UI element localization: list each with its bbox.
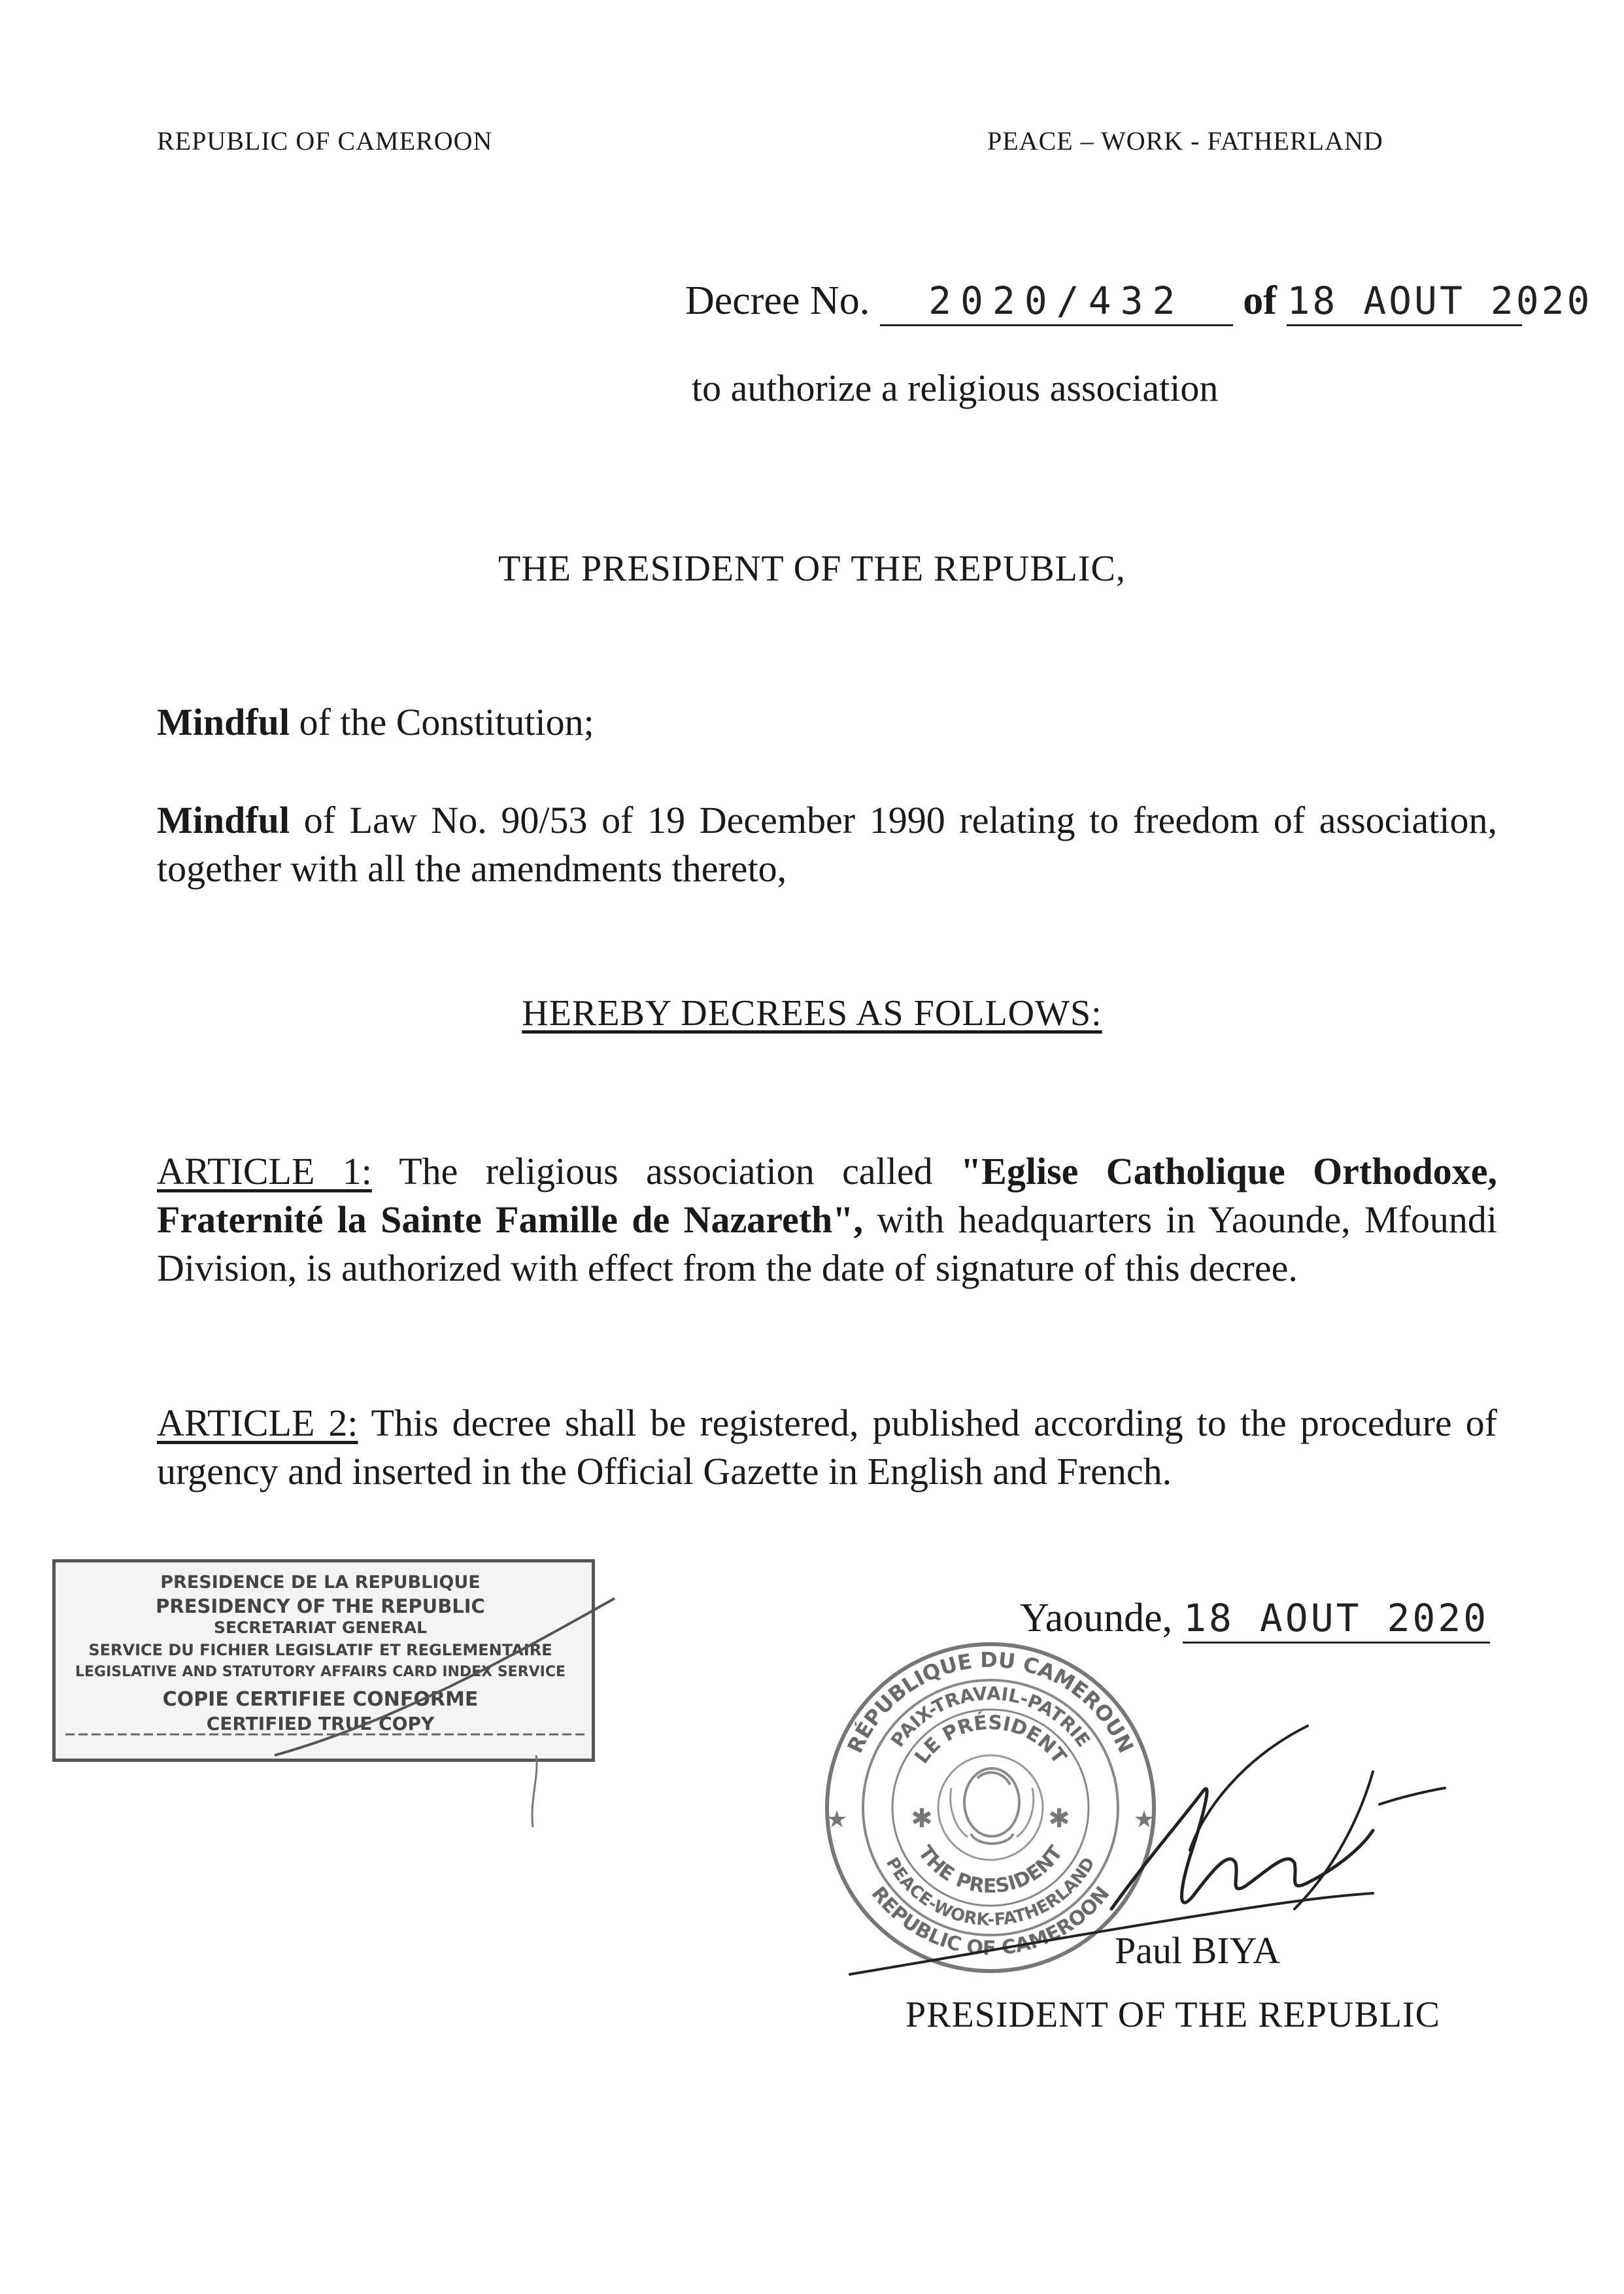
stamp-line-7: CERTIFIED TRUE COPY	[206, 1713, 435, 1734]
decree-number-line	[685, 278, 1593, 326]
header-motto: PEACE – WORK - FATHERLAND	[987, 126, 1383, 156]
decree-date-stamp: 18 AOUT 2020	[1287, 278, 1593, 323]
article-1-text-b: with headquarters in Yaounde, Mfoundi Division, is authorized with effect from the date of signature of this decree.	[157, 1198, 1498, 1289]
header-country: REPUBLIC OF CAMEROON	[157, 126, 493, 156]
signature-date-stamp: 18 AOUT 2020	[1183, 1596, 1489, 1640]
seal-text-outer-top: RÉPUBLIQUE DU CAMEROUN	[842, 1647, 1139, 1757]
seal-star-icon: ★	[826, 1806, 848, 1832]
decree-date-field	[1287, 278, 1593, 326]
article-1-text-a: The religious association called	[399, 1150, 933, 1192]
seal-star-icon: ★	[1133, 1806, 1155, 1832]
seal-text-center-bottom: THE PRESIDENT	[913, 1842, 1068, 1898]
article-2	[157, 1399, 1497, 1496]
place-text: Yaounde,	[1020, 1596, 1173, 1640]
stamp-line-2: PRESIDENCY OF THE REPUBLIC	[156, 1595, 485, 1617]
seal-text-center-top: LE PRÉSIDENT	[910, 1711, 1071, 1768]
signer-name: Paul BIYA	[1115, 1929, 1280, 1972]
stamp-line-6: COPIE CERTIFIEE CONFORME	[162, 1688, 479, 1711]
mindful-text: of the Constitution;	[299, 701, 594, 743]
decree-number-field	[880, 278, 1233, 326]
article-1-label: ARTICLE 1:	[157, 1150, 372, 1192]
decree-number-handwritten: 2020/432	[928, 278, 1185, 323]
mindful-lead: Mindful	[157, 799, 290, 841]
signature-date-field	[1183, 1595, 1490, 1644]
stamp-line-3: SECRETARIAT GENERAL	[213, 1618, 428, 1637]
seal-text-inner-bottom: PEACE-WORK-FATHERLAND	[881, 1854, 1100, 1931]
decrees-heading: HEREBY DECREES AS FOLLOWS:	[522, 993, 1102, 1034]
decree-of-label: of	[1243, 278, 1277, 323]
mindful-text: of Law No. 90/53 of 19 December 1990 relating to freedom of association, together with all the amendments thereto,	[157, 799, 1497, 890]
stamp-line-1: PRESIDENCE DE LA REPUBLIQUE	[160, 1572, 481, 1593]
mindful-constitution	[157, 698, 1497, 747]
signer-title: PRESIDENT OF THE REPUBLIC	[905, 1995, 1440, 2035]
stamp-line-5: LEGISLATIVE AND STATUTORY AFFAIRS CARD INDEX SERVICE	[75, 1664, 566, 1680]
seal-text-inner-top: PAIX-TRAVAIL-PATRIE	[886, 1682, 1094, 1751]
seal-star-icon: ✱	[1048, 1804, 1070, 1833]
place-date-line	[1020, 1595, 1490, 1644]
mindful-law	[157, 796, 1497, 893]
article-1-association-name: "Eglise Catholique Orthodoxe, Fraternité la Sainte Famille de Nazareth",	[157, 1150, 1497, 1241]
article-2-text: This decree shall be registered, published according to the procedure of urgency and inserted in the Official Gazette in English and French.	[157, 1402, 1497, 1493]
stamp-line-4: SERVICE DU FICHIER LEGISLATIF ET REGLEMENTAIRE	[88, 1641, 552, 1659]
seal-star-icon: ✱	[911, 1804, 933, 1833]
decree-subtitle: to authorize a religious association	[692, 367, 1219, 409]
decree-no-label: Decree No.	[685, 278, 870, 323]
article-1	[157, 1147, 1497, 1292]
stamp-handwriting-stroke	[52, 1559, 641, 1834]
seal-text-outer-bottom: REPUBLIC OF CAMEROON	[866, 1882, 1115, 1961]
page-title: THE PRESIDENT OF THE REPUBLIC,	[498, 548, 1126, 589]
article-2-label: ARTICLE 2:	[157, 1402, 358, 1444]
mindful-lead: Mindful	[157, 701, 290, 743]
